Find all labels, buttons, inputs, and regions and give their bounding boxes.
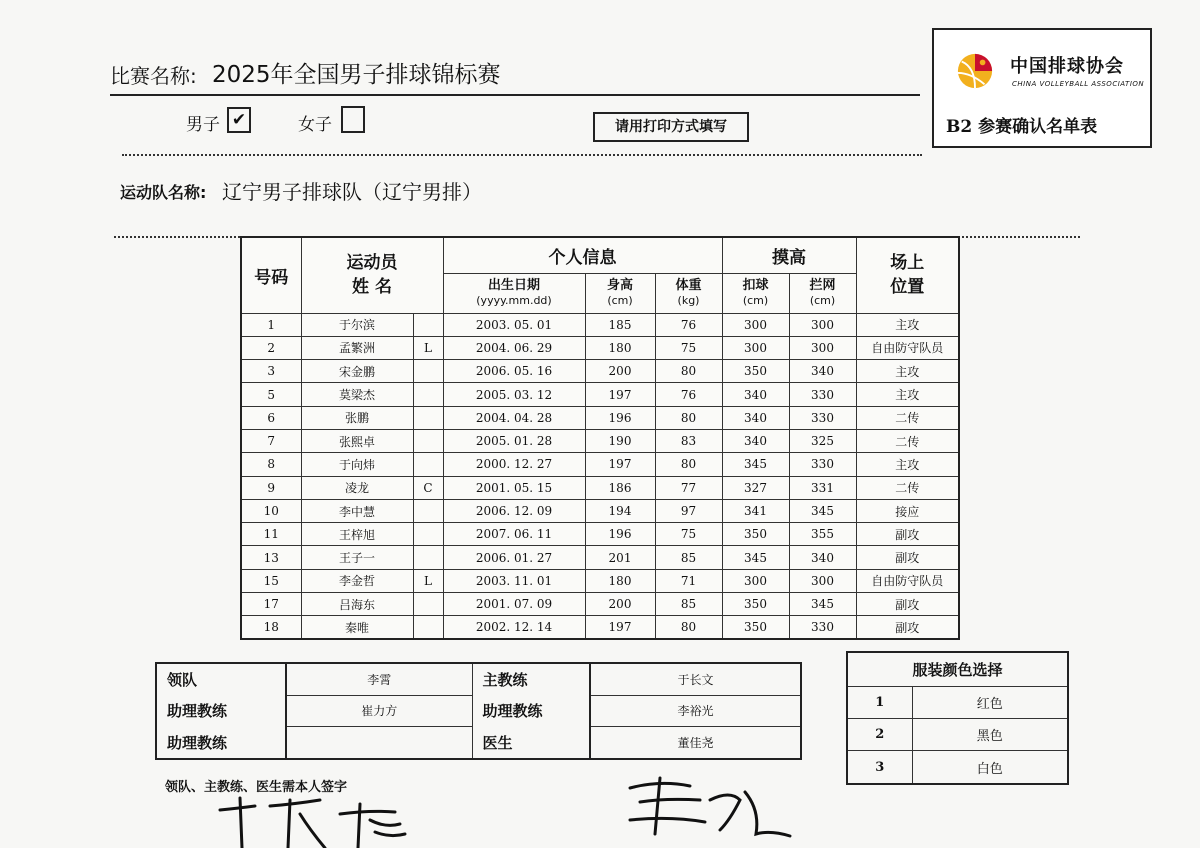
- cell-no: 6: [241, 406, 301, 429]
- cell-name: 莫梁杰: [301, 383, 413, 406]
- col-birth: [443, 273, 585, 313]
- cell-birth: 2005. 03. 12: [443, 383, 585, 406]
- gender-female-label: 女子: [298, 115, 332, 135]
- cell-mark: [413, 523, 443, 546]
- assistant3-label-text: 助理教练: [482, 702, 543, 721]
- gender-female-checkbox[interactable]: [341, 106, 365, 133]
- col-position-line2: 位置: [890, 277, 925, 298]
- cell-weight: 83: [655, 429, 722, 452]
- assistant2-value: [286, 726, 472, 759]
- col-personal-info: 个人信息: [443, 237, 722, 273]
- assistant3-value: 李裕光: [590, 695, 801, 726]
- cell-height: 194: [585, 499, 655, 522]
- cell-name: 于向炜: [301, 453, 413, 476]
- clothing-option-color: 黑色: [912, 718, 1068, 750]
- col-reach: 摸高: [722, 237, 856, 273]
- cell-weight: 76: [655, 313, 722, 336]
- cell-birth: 2001. 07. 09: [443, 593, 585, 616]
- cell-block: 331: [789, 476, 856, 499]
- cell-mark: [413, 499, 443, 522]
- col-position-line1: 场上: [890, 253, 925, 274]
- roster-body: [241, 313, 959, 639]
- cell-mark: [413, 406, 443, 429]
- team-name: 辽宁男子排球队（辽宁男排）: [222, 180, 482, 204]
- cell-no: 7: [241, 429, 301, 452]
- cell-block: 330: [789, 406, 856, 429]
- cell-spike: 350: [722, 360, 789, 383]
- cell-name: 李中慧: [301, 499, 413, 522]
- cell-weight: 76: [655, 383, 722, 406]
- table-row: [241, 313, 959, 336]
- table-row: [241, 593, 959, 616]
- cell-block: 330: [789, 616, 856, 639]
- col-block-unit: (cm): [809, 294, 836, 307]
- leader-label-text: 领队: [167, 671, 198, 690]
- col-athlete-line2: 姓 名: [352, 277, 392, 298]
- table-row: [241, 523, 959, 546]
- clothing-option-color: 白色: [912, 751, 1068, 784]
- cell-position: 二传: [856, 429, 959, 452]
- cell-block: 330: [789, 453, 856, 476]
- cell-no: 2: [241, 336, 301, 359]
- cell-spike: 345: [722, 453, 789, 476]
- cell-mark: [413, 593, 443, 616]
- cell-height: 196: [585, 406, 655, 429]
- col-spike: [722, 273, 789, 313]
- table-row: [241, 383, 959, 406]
- cell-no: 3: [241, 360, 301, 383]
- cell-weight: 71: [655, 569, 722, 592]
- dotted-divider: [122, 154, 922, 156]
- table-row: [241, 429, 959, 452]
- gender-male-checkbox[interactable]: [227, 107, 251, 133]
- cell-no: 13: [241, 546, 301, 569]
- team-label: 运动队名称:: [120, 183, 207, 202]
- cell-mark: [413, 313, 443, 336]
- cell-name: 孟繁洲: [301, 336, 413, 359]
- table-row: [241, 569, 959, 592]
- table-row: [241, 476, 959, 499]
- clothing-color-table: [846, 651, 1069, 785]
- cell-position: 副攻: [856, 523, 959, 546]
- cell-height: 190: [585, 429, 655, 452]
- table-row: [241, 406, 959, 429]
- col-birth-format: (yyyy.mm.dd): [476, 294, 552, 307]
- cell-birth: 2001. 05. 15: [443, 476, 585, 499]
- col-height-label: 身高: [606, 278, 633, 293]
- cell-position: 副攻: [856, 546, 959, 569]
- cell-height: 197: [585, 616, 655, 639]
- cell-no: 15: [241, 569, 301, 592]
- cell-spike: 345: [722, 546, 789, 569]
- col-athlete-line1: 运动员: [346, 253, 398, 274]
- cell-spike: 341: [722, 499, 789, 522]
- roster-table: [240, 236, 960, 640]
- col-number: 号码: [241, 237, 301, 313]
- cell-no: 1: [241, 313, 301, 336]
- cell-spike: 300: [722, 569, 789, 592]
- doctor-value: 董佳尧: [590, 726, 801, 759]
- cell-height: 185: [585, 313, 655, 336]
- cell-weight: 97: [655, 499, 722, 522]
- cell-position: 副攻: [856, 616, 959, 639]
- cell-birth: 2006. 12. 09: [443, 499, 585, 522]
- cell-no: 17: [241, 593, 301, 616]
- cell-height: 201: [585, 546, 655, 569]
- cell-mark: [413, 453, 443, 476]
- table-row: [241, 499, 959, 522]
- head-coach-label: [472, 663, 590, 695]
- cell-position: 主攻: [856, 313, 959, 336]
- cell-block: 345: [789, 593, 856, 616]
- col-block: [789, 273, 856, 313]
- cell-spike: 340: [722, 406, 789, 429]
- col-weight-label: 体重: [675, 278, 702, 293]
- col-height: [585, 273, 655, 313]
- cell-mark: C: [413, 476, 443, 499]
- cell-mark: [413, 546, 443, 569]
- clothing-title: 服装颜色选择: [847, 652, 1068, 686]
- cell-mark: [413, 616, 443, 639]
- cell-weight: 80: [655, 406, 722, 429]
- leader-label: [156, 663, 286, 695]
- cell-weight: 85: [655, 546, 722, 569]
- cell-no: 18: [241, 616, 301, 639]
- cell-height: 200: [585, 360, 655, 383]
- cell-weight: 77: [655, 476, 722, 499]
- cell-no: 9: [241, 476, 301, 499]
- cell-birth: 2006. 05. 16: [443, 360, 585, 383]
- cell-position: 二传: [856, 476, 959, 499]
- cell-name: 张鹏: [301, 406, 413, 429]
- cell-block: 330: [789, 383, 856, 406]
- cell-position: 二传: [856, 406, 959, 429]
- cell-block: 345: [789, 499, 856, 522]
- cell-block: 325: [789, 429, 856, 452]
- cell-position: 主攻: [856, 453, 959, 476]
- cell-name: 宋金鹏: [301, 360, 413, 383]
- staff-table: [155, 662, 802, 760]
- cell-mark: [413, 429, 443, 452]
- table-row: [241, 360, 959, 383]
- head-coach-value: 于长文: [590, 663, 801, 695]
- cell-birth: 2004. 04. 28: [443, 406, 585, 429]
- col-weight: [655, 273, 722, 313]
- cell-weight: 75: [655, 523, 722, 546]
- cell-block: 300: [789, 336, 856, 359]
- cell-block: 300: [789, 313, 856, 336]
- cell-name: 于尔滨: [301, 313, 413, 336]
- volleyball-emblem-icon: [956, 52, 994, 90]
- cell-birth: 2007. 06. 11: [443, 523, 585, 546]
- cell-block: 340: [789, 360, 856, 383]
- clothing-option-number: 1: [847, 686, 912, 718]
- assistant2-label-text: 助理教练: [167, 733, 228, 752]
- cell-block: 340: [789, 546, 856, 569]
- print-instruction-note: 请用打印方式填写: [593, 112, 749, 142]
- association-logo-box: [932, 28, 1152, 148]
- checkmark-icon: ✔: [231, 110, 247, 130]
- cell-spike: 340: [722, 429, 789, 452]
- cell-height: 197: [585, 383, 655, 406]
- cell-spike: 327: [722, 476, 789, 499]
- cell-position: 副攻: [856, 593, 959, 616]
- cell-spike: 350: [722, 523, 789, 546]
- clothing-option-color: 红色: [912, 686, 1068, 718]
- cell-name: 张熙卓: [301, 429, 413, 452]
- cell-block: 300: [789, 569, 856, 592]
- col-height-unit: (cm): [607, 294, 633, 307]
- form-code-title: B2 参赛确认名单表: [946, 117, 1098, 137]
- cell-birth: 2003. 11. 01: [443, 569, 585, 592]
- clothing-option-number: 2: [847, 718, 912, 750]
- cell-name: 王子一: [301, 546, 413, 569]
- table-row: [241, 616, 959, 639]
- col-spike-label: 扣球: [742, 278, 769, 293]
- cell-mark: L: [413, 569, 443, 592]
- cell-spike: 350: [722, 616, 789, 639]
- cell-birth: 2006. 01. 27: [443, 546, 585, 569]
- assistant3-label: [472, 695, 590, 726]
- cell-position: 主攻: [856, 360, 959, 383]
- cell-no: 11: [241, 523, 301, 546]
- col-spike-unit: (cm): [742, 294, 769, 307]
- signature-note: 领队、主教练、医生需本人签字: [165, 780, 348, 795]
- assistant1-label-text: 助理教练: [167, 702, 228, 721]
- cell-block: 355: [789, 523, 856, 546]
- col-position: [856, 237, 959, 313]
- cell-spike: 300: [722, 313, 789, 336]
- handwritten-signatures: [200, 770, 800, 848]
- cell-birth: 2005. 01. 28: [443, 429, 585, 452]
- table-row: [241, 546, 959, 569]
- cell-birth: 2002. 12. 14: [443, 616, 585, 639]
- cell-height: 180: [585, 336, 655, 359]
- doctor-label: [472, 726, 590, 759]
- cell-height: 196: [585, 523, 655, 546]
- cell-name: 王梓旭: [301, 523, 413, 546]
- col-weight-unit: (kg): [677, 294, 700, 307]
- cell-height: 180: [585, 569, 655, 592]
- assistant2-label: [156, 726, 286, 759]
- table-row: [241, 453, 959, 476]
- cell-name: 凌龙: [301, 476, 413, 499]
- cell-birth: 2000. 12. 27: [443, 453, 585, 476]
- assistant1-label: [156, 695, 286, 726]
- competition-underline: [110, 94, 920, 96]
- col-block-label: 拦网: [809, 278, 836, 293]
- cell-no: 10: [241, 499, 301, 522]
- cell-mark: L: [413, 336, 443, 359]
- cell-spike: 350: [722, 593, 789, 616]
- competition-name: 2025年全国男子排球锦标赛: [212, 62, 501, 88]
- cell-weight: 85: [655, 593, 722, 616]
- col-birth-label: 出生日期: [487, 278, 540, 293]
- cell-birth: 2004. 06. 29: [443, 336, 585, 359]
- assistant1-value: 崔力方: [286, 695, 472, 726]
- competition-label: 比赛名称:: [110, 64, 197, 88]
- cell-position: 主攻: [856, 383, 959, 406]
- cell-name: 秦唯: [301, 616, 413, 639]
- association-name-cn: 中国排球协会: [1010, 56, 1124, 77]
- head-coach-label-text: 主教练: [482, 671, 528, 690]
- cell-height: 200: [585, 593, 655, 616]
- table-row: [241, 336, 959, 359]
- cell-mark: [413, 383, 443, 406]
- leader-value: 李霄: [286, 663, 472, 695]
- cell-name: 李金哲: [301, 569, 413, 592]
- association-name-en: CHINA VOLLEYBALL ASSOCIATION: [1012, 80, 1145, 88]
- cell-weight: 80: [655, 616, 722, 639]
- cell-height: 197: [585, 453, 655, 476]
- cell-birth: 2003. 05. 01: [443, 313, 585, 336]
- doctor-label-text: 医生: [482, 733, 513, 752]
- cell-weight: 80: [655, 453, 722, 476]
- cell-position: 自由防守队员: [856, 569, 959, 592]
- cell-height: 186: [585, 476, 655, 499]
- clothing-option-number: 3: [847, 751, 912, 784]
- gender-male-label: 男子: [186, 115, 220, 135]
- cell-spike: 300: [722, 336, 789, 359]
- cell-no: 5: [241, 383, 301, 406]
- cell-name: 吕海东: [301, 593, 413, 616]
- col-athlete: [301, 237, 443, 313]
- cell-weight: 80: [655, 360, 722, 383]
- cell-position: 自由防守队员: [856, 336, 959, 359]
- cell-position: 接应: [856, 499, 959, 522]
- cell-mark: [413, 360, 443, 383]
- cell-spike: 340: [722, 383, 789, 406]
- cell-no: 8: [241, 453, 301, 476]
- cell-weight: 75: [655, 336, 722, 359]
